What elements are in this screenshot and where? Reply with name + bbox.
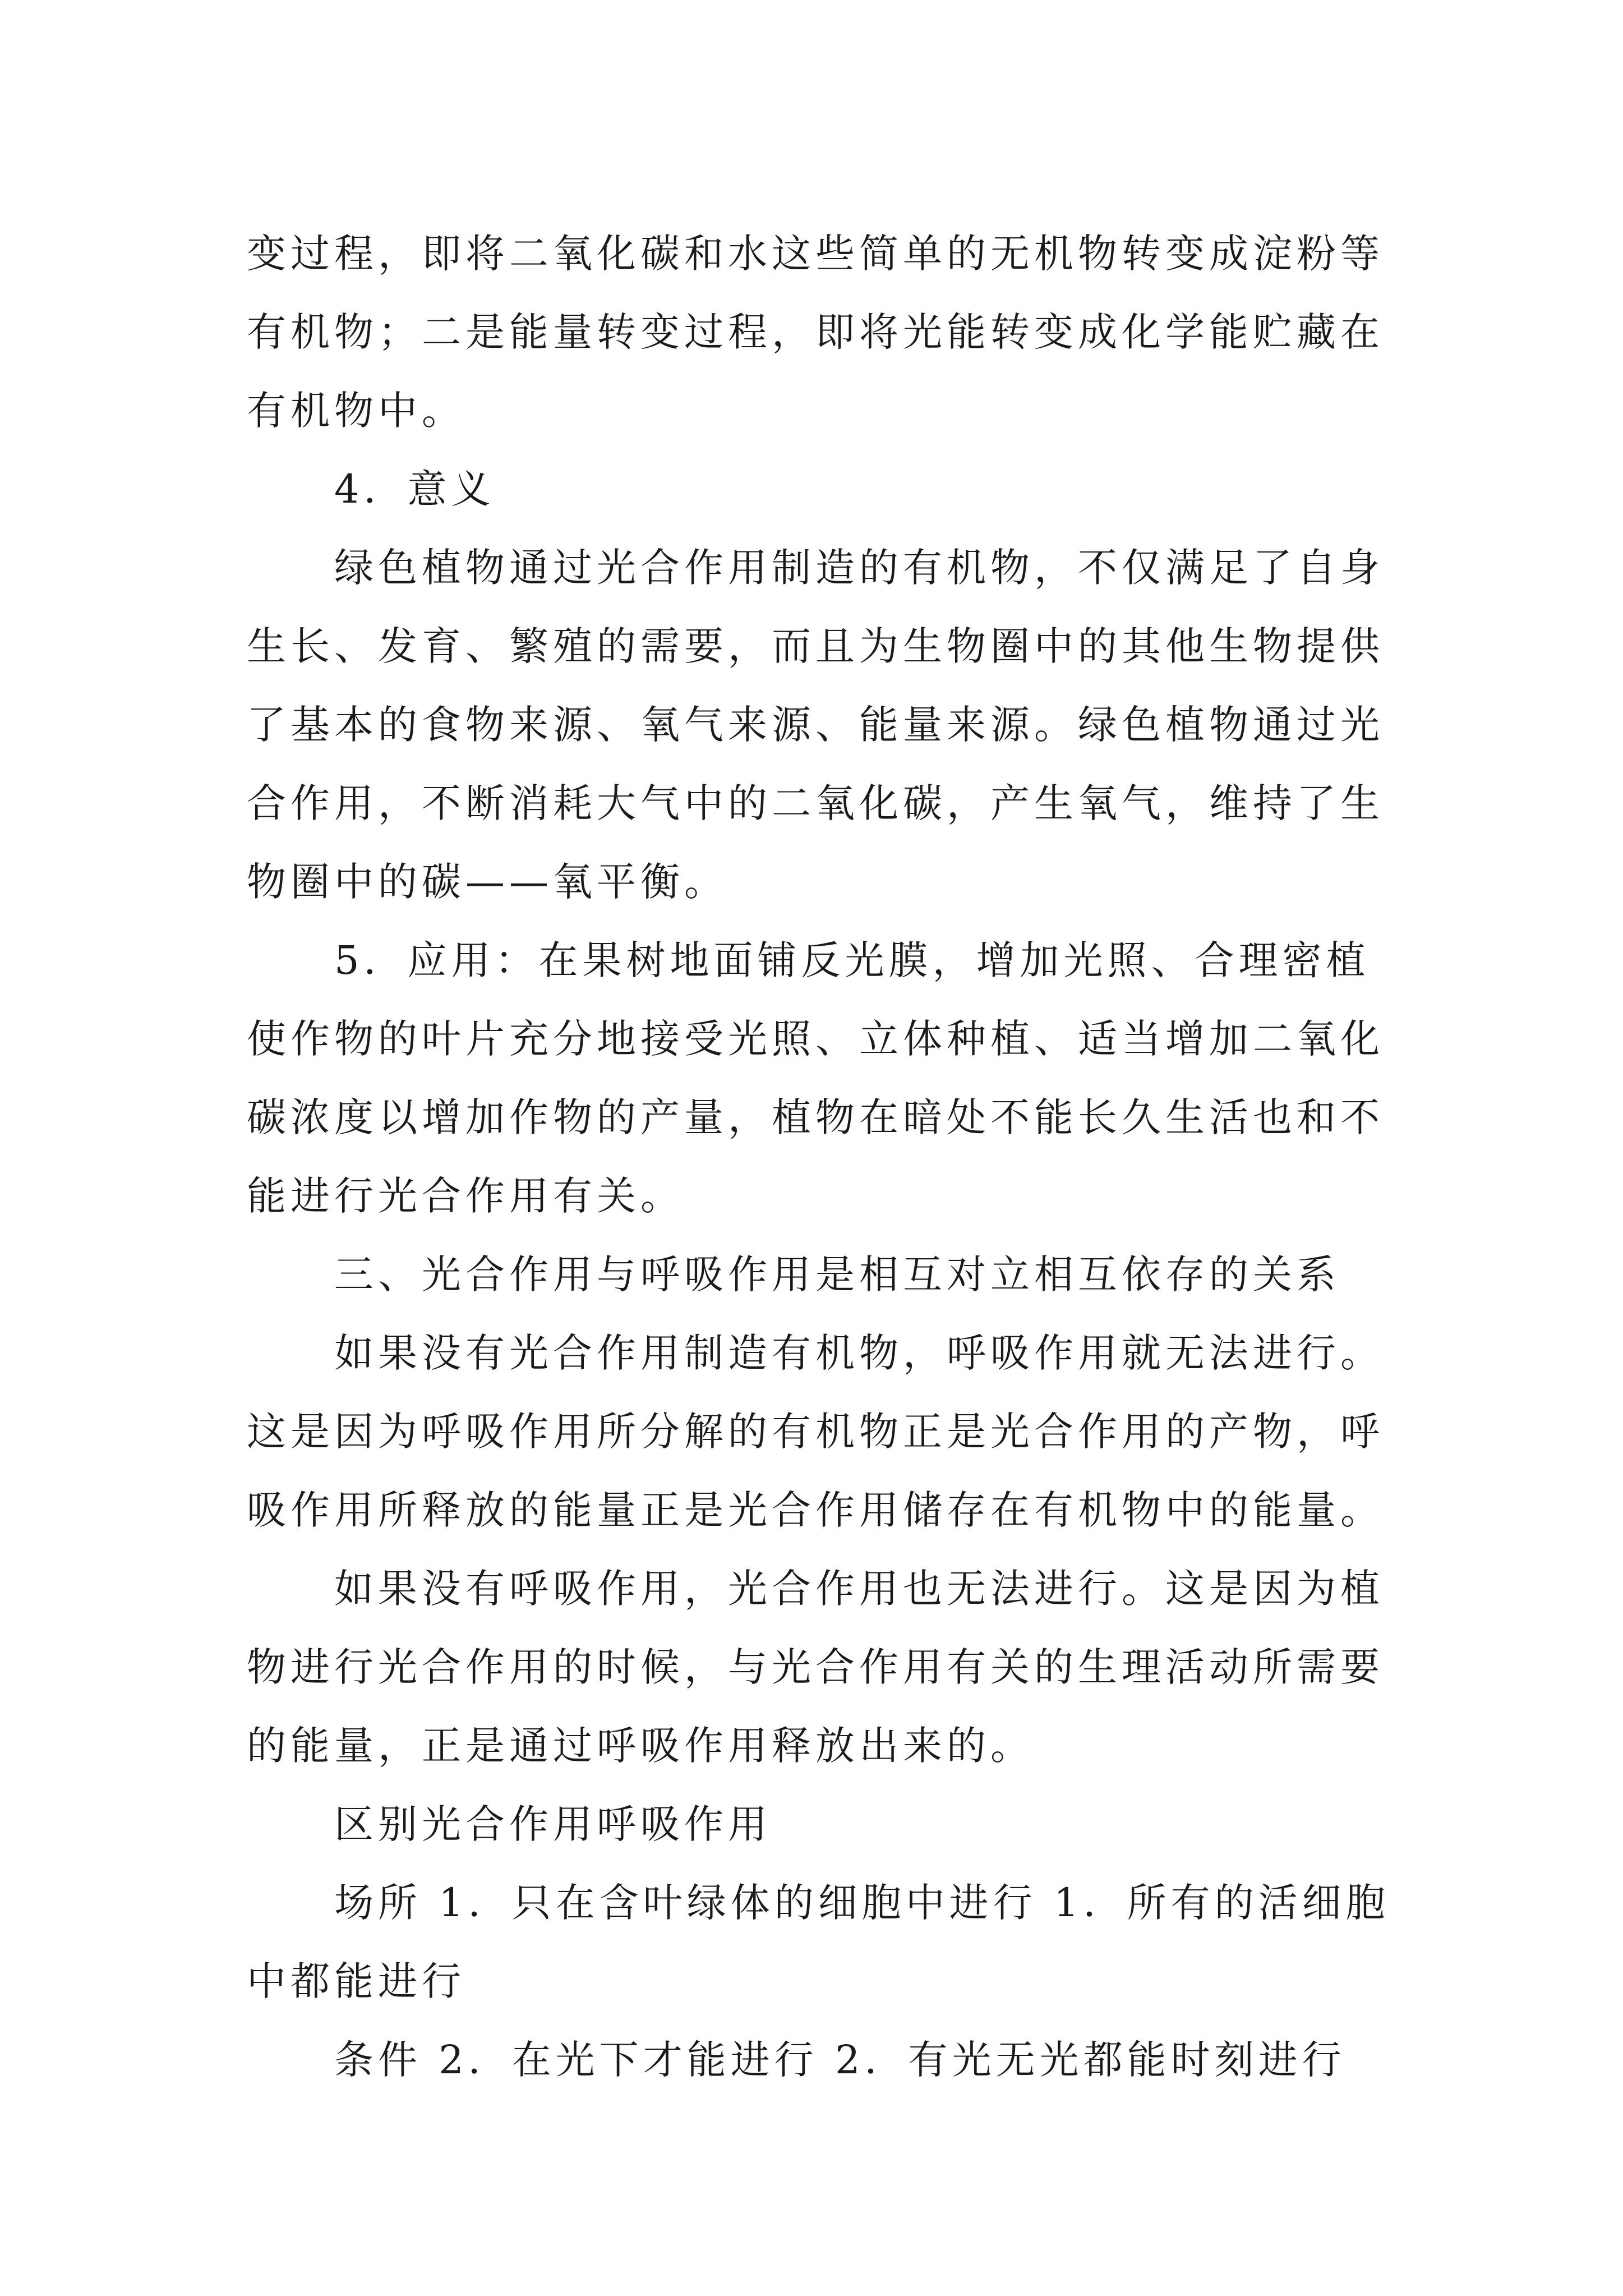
text-line: 吸作用所释放的能量正是光合作用储存在有机物中的能量。 bbox=[247, 1487, 1384, 1533]
text-line: 中都能进行 bbox=[247, 1958, 465, 2004]
text-line: 场所 1．只在含叶绿体的细胞中进行 1．所有的活细胞 bbox=[247, 1880, 1390, 1926]
text-line: 绿色植物通过光合作用制造的有机物，不仅满足了自身 bbox=[247, 545, 1384, 591]
text-line: 区别光合作用呼吸作用 bbox=[247, 1801, 772, 1847]
text-line: 有机物；二是能量转变过程，即将光能转变成化学能贮藏在 bbox=[247, 309, 1384, 355]
text-line: 的能量，正是通过呼吸作用释放出来的。 bbox=[247, 1723, 1034, 1769]
text-line: 生长、发育、繁殖的需要，而且为生物圈中的其他生物提供 bbox=[247, 623, 1384, 669]
text-line: 使作物的叶片充分地接受光照、立体种植、适当增加二氧化 bbox=[247, 1016, 1384, 1062]
text-line: 物进行光合作用的时候，与光合作用有关的生理活动所需要 bbox=[247, 1644, 1384, 1690]
text-line: 物圈中的碳——氧平衡。 bbox=[247, 859, 728, 905]
text-line: 5．应用：在果树地面铺反光膜，增加光照、合理密植 bbox=[247, 937, 1370, 983]
text-line: 了基本的食物来源、氧气来源、能量来源。绿色植物通过光 bbox=[247, 702, 1384, 748]
text-line: 碳浓度以增加作物的产量，植物在暗处不能长久生活也和不 bbox=[247, 1094, 1384, 1140]
text-line: 如果没有呼吸作用，光合作用也无法进行。这是因为植 bbox=[247, 1566, 1384, 1612]
text-line: 变过程，即将二氧化碳和水这些简单的无机物转变成淀粉等 bbox=[247, 231, 1384, 277]
text-line: 有机物中。 bbox=[247, 388, 465, 434]
text-line: 合作用，不断消耗大气中的二氧化碳，产生氧气，维持了生 bbox=[247, 780, 1384, 826]
text-line: 这是因为呼吸作用所分解的有机物正是光合作用的产物，呼 bbox=[247, 1409, 1384, 1455]
text-line: 如果没有光合作用制造有机物，呼吸作用就无法进行。 bbox=[247, 1330, 1384, 1376]
section-heading: 三、光合作用与呼吸作用是相互对立相互依存的关系 bbox=[247, 1251, 1340, 1297]
text-line: 条件 2．在光下才能进行 2．有光无光都能时刻进行 bbox=[247, 2037, 1346, 2083]
section-heading: 4．意义 bbox=[247, 466, 495, 512]
text-line: 能进行光合作用有关。 bbox=[247, 1173, 684, 1219]
